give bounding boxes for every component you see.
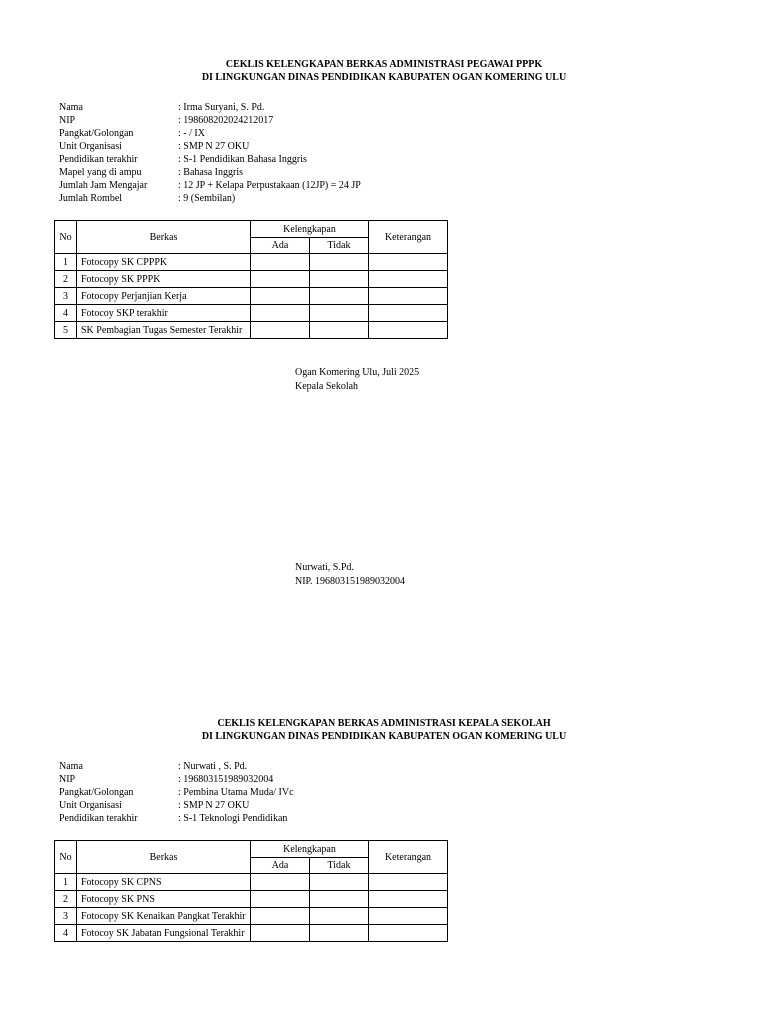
cell-keterangan[interactable] — [369, 288, 448, 305]
info-value: : 12 JP + Kelapa Perpustakaan (12JP) = 24 JP — [178, 180, 361, 191]
info-label: Unit Organisasi — [59, 141, 122, 152]
info-value: : Pembina Utama Muda/ IVc — [178, 787, 294, 798]
row-berkas: Fotocopy SK PPPK — [77, 271, 251, 288]
row-number: 1 — [55, 874, 77, 891]
header-keterangan: Keterangan — [369, 221, 448, 254]
row-number: 4 — [55, 925, 77, 942]
cell-keterangan[interactable] — [369, 271, 448, 288]
doc1-title — [0, 58, 768, 84]
cell-keterangan[interactable] — [369, 908, 448, 925]
table-row — [55, 305, 448, 322]
header-kelengkapan: Kelengkapan — [251, 841, 369, 858]
table-row — [55, 891, 448, 908]
row-berkas: Fotocopy SK Kenaikan Pangkat Terakhir — [77, 908, 251, 925]
cell-ada[interactable] — [251, 254, 310, 271]
info-value: : Irma Suryani, S. Pd. — [178, 102, 265, 113]
info-label: Jumlah Jam Mengajar — [59, 180, 148, 191]
doc2-checklist-table — [54, 840, 448, 942]
info-label: Nama — [59, 102, 83, 113]
header-no: No — [55, 221, 77, 254]
table-row — [55, 322, 448, 339]
row-berkas: Fotocopy SK CPPPK — [77, 254, 251, 271]
signature-role: Kepala Sekolah — [295, 381, 359, 392]
table-row — [55, 288, 448, 305]
cell-tidak[interactable] — [310, 874, 369, 891]
info-value: : Nurwati , S. Pd. — [178, 761, 248, 772]
row-number: 3 — [55, 908, 77, 925]
cell-keterangan[interactable] — [369, 322, 448, 339]
doc1-title-line1: CEKLIS KELENGKAPAN BERKAS ADMINISTRASI PEGAWAI PPPK — [225, 59, 543, 70]
cell-keterangan[interactable] — [369, 874, 448, 891]
info-value: : - / IX — [178, 128, 205, 139]
info-label: Pendidikan terakhir — [59, 154, 138, 165]
signature-header — [295, 366, 419, 394]
info-label: Unit Organisasi — [59, 800, 122, 811]
cell-ada[interactable] — [251, 908, 310, 925]
row-number: 4 — [55, 305, 77, 322]
info-value: : Bahasa Inggris — [178, 167, 243, 178]
row-number: 1 — [55, 254, 77, 271]
row-berkas: Fotocoy SK Jabatan Fungsional Terakhir — [77, 925, 251, 942]
header-kelengkapan: Kelengkapan — [251, 221, 369, 238]
info-label: Jumlah Rombel — [59, 193, 123, 204]
info-label: NIP — [59, 774, 76, 785]
cell-tidak[interactable] — [310, 891, 369, 908]
table-row — [55, 925, 448, 942]
info-label: Pangkat/Golongan — [59, 787, 134, 798]
table-row — [55, 908, 448, 925]
cell-keterangan[interactable] — [369, 891, 448, 908]
row-number: 2 — [55, 891, 77, 908]
header-ada: Ada — [251, 238, 310, 254]
signatory-name: Nurwati, S.Pd. — [295, 562, 354, 573]
row-berkas: Fotocopy SK PNS — [77, 891, 251, 908]
header-tidak: Tidak — [310, 858, 369, 874]
header-berkas: Berkas — [77, 841, 251, 874]
row-number: 5 — [55, 322, 77, 339]
cell-keterangan[interactable] — [369, 925, 448, 942]
header-keterangan: Keterangan — [369, 841, 448, 874]
row-number: 2 — [55, 271, 77, 288]
info-label: NIP — [59, 115, 76, 126]
signature-block — [295, 561, 405, 589]
info-value: : 9 (Sembilan) — [178, 193, 236, 204]
cell-ada[interactable] — [251, 305, 310, 322]
info-label: Pangkat/Golongan — [59, 128, 134, 139]
cell-tidak[interactable] — [310, 288, 369, 305]
cell-keterangan[interactable] — [369, 305, 448, 322]
doc2-title-line1: CEKLIS KELENGKAPAN BERKAS ADMINISTRASI KEPALA SEKOLAH — [217, 718, 551, 729]
cell-tidak[interactable] — [310, 254, 369, 271]
cell-ada[interactable] — [251, 891, 310, 908]
cell-ada[interactable] — [251, 271, 310, 288]
row-berkas: SK Pembagian Tugas Semester Terakhir — [77, 322, 251, 339]
cell-keterangan[interactable] — [369, 254, 448, 271]
row-berkas: Fotocoy SKP terakhir — [77, 305, 251, 322]
signature-place-date: Ogan Komering Ulu, Juli 2025 — [295, 367, 420, 378]
info-value: : S-1 Pendidikan Bahasa Inggris — [178, 154, 307, 165]
cell-tidak[interactable] — [310, 305, 369, 322]
doc2-title-line2: DI LINGKUNGAN DINAS PENDIDIKAN KABUPATEN OGAN KOMERING ULU — [201, 731, 567, 742]
table-row — [55, 874, 448, 891]
info-value: : S-1 Teknologi Pendidikan — [178, 813, 288, 824]
header-tidak: Tidak — [310, 238, 369, 254]
info-label: Pendidikan terakhir — [59, 813, 138, 824]
info-value: : 196803151989032004 — [178, 774, 274, 785]
info-value: : 198608202024212017 — [178, 115, 274, 126]
doc1-title-line2: DI LINGKUNGAN DINAS PENDIDIKAN KABUPATEN OGAN KOMERING ULU — [201, 72, 567, 83]
cell-ada[interactable] — [251, 874, 310, 891]
row-berkas: Fotocopy Perjanjian Kerja — [77, 288, 251, 305]
header-no: No — [55, 841, 77, 874]
header-berkas: Berkas — [77, 221, 251, 254]
info-value: : SMP N 27 OKU — [178, 141, 250, 152]
signatory-nip: NIP. 196803151989032004 — [295, 576, 406, 587]
cell-tidak[interactable] — [310, 322, 369, 339]
cell-tidak[interactable] — [310, 908, 369, 925]
header-ada: Ada — [251, 858, 310, 874]
doc2-title — [0, 717, 768, 743]
cell-ada[interactable] — [251, 288, 310, 305]
cell-ada[interactable] — [251, 925, 310, 942]
table-row — [55, 271, 448, 288]
row-number: 3 — [55, 288, 77, 305]
info-label: Nama — [59, 761, 83, 772]
info-value: : SMP N 27 OKU — [178, 800, 250, 811]
doc1-checklist-table — [54, 220, 448, 339]
table-header-row — [55, 221, 448, 238]
cell-tidak[interactable] — [310, 925, 369, 942]
table-row — [55, 254, 448, 271]
table-header-row — [55, 841, 448, 858]
info-label: Mapel yang di ampu — [59, 167, 142, 178]
row-berkas: Fotocopy SK CPNS — [77, 874, 251, 891]
cell-ada[interactable] — [251, 322, 310, 339]
cell-tidak[interactable] — [310, 271, 369, 288]
